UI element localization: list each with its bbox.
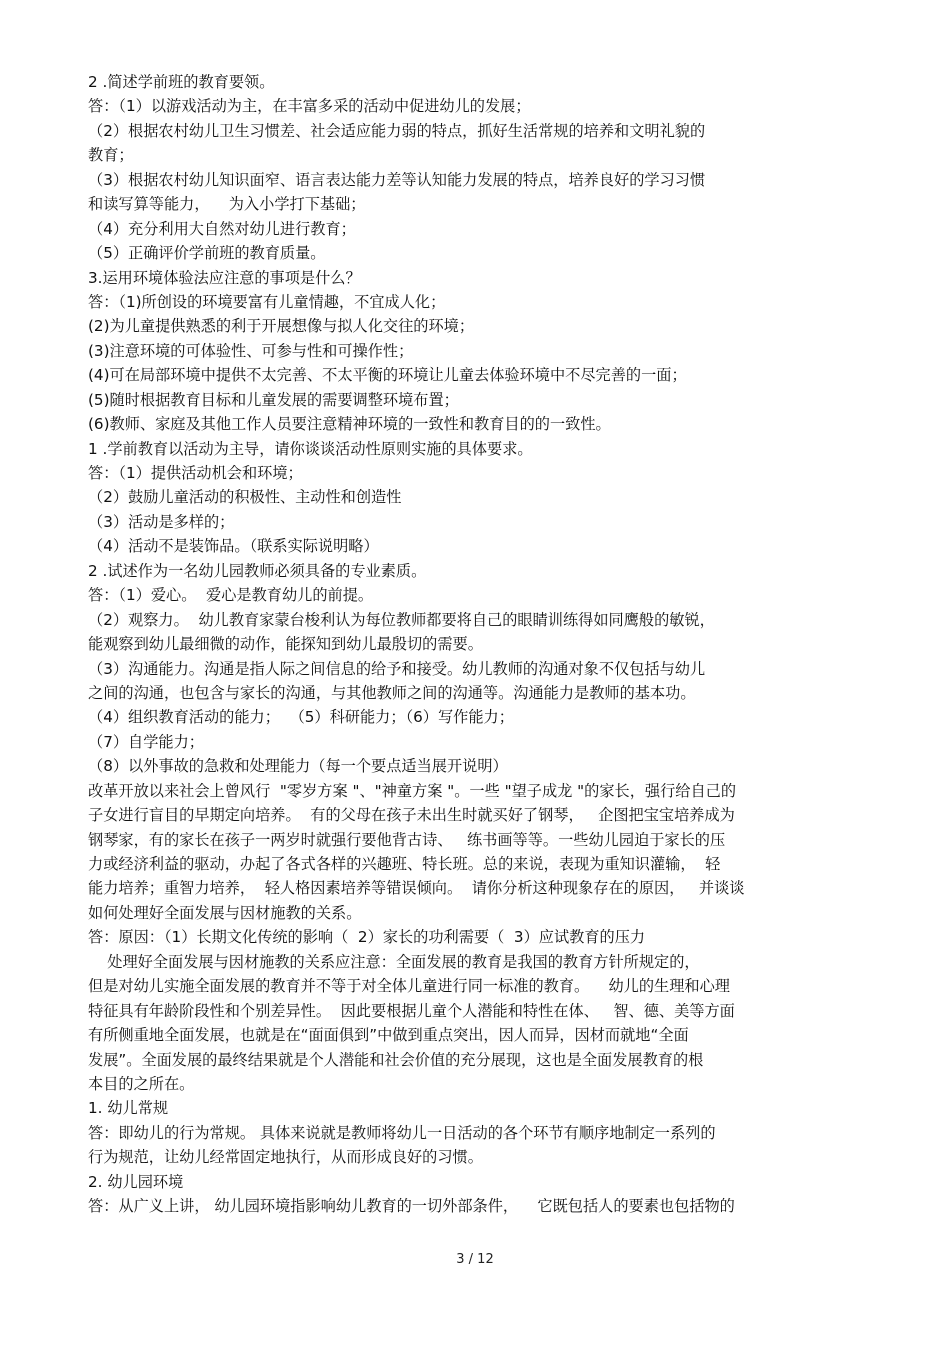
text-line: 2 .试述作为一名幼儿园教师必须具备的专业素质。 <box>88 561 427 580</box>
text-line: （7）自学能力； <box>88 732 204 751</box>
text-line: （2）根据农村幼儿卫生习惯差、社会适应能力弱的特点，抓好生活常规的培养和文明礼貌的 <box>88 121 706 140</box>
text-line: 教育； <box>88 146 134 165</box>
text-line: (5)随时根据教育目标和儿童发展的需要调整环境布置； <box>88 390 459 409</box>
text-line: 有所侧重地全面发展，也就是在“面面俱到”中做到重点突出，因人而异，因材而就地“全面 <box>88 1026 689 1045</box>
document-body <box>88 70 878 1219</box>
text-line: 答：（1)所创设的环境要富有儿童情趣，不宜成人化； <box>88 292 446 311</box>
text-line: 答：（1）提供活动机会和环境； <box>88 464 303 482</box>
text-line: 答：（1）以游戏活动为主，在丰富多采的活动中促进幼儿的发展； <box>88 97 531 116</box>
text-line: （8）以外事故的急救和处理能力（每一个要点适当展开说明） <box>88 757 508 776</box>
text-line: (4)可在局部环境中提供不太完善、不太平衡的环境让儿童去体验环境中不尽完善的一面； <box>88 366 687 385</box>
text-line: 子女进行盲目的早期定向培养。 有的父母在孩子未出生时就买好了钢琴， 企图把宝宝培养成为 <box>88 806 735 825</box>
text-line: 改革开放以来社会上曾风行 "零岁方案 "、"神童方案 "。一些 "望子成龙 "的家长，强行给自己的 <box>88 781 737 800</box>
text-line: 1. 幼儿常规 <box>88 1099 169 1118</box>
text-line: 钢琴家，有的家长在孩子一两岁时就强行要他背古诗、 练书画等等。一些幼儿园迫于家长的压 <box>88 830 726 849</box>
text-line: 和读写算等能力， 为入小学打下基础； <box>88 195 366 214</box>
text-line: 但是对幼儿实施全面发展的教育并不等于对全体儿童进行同一标准的教育。 幼儿的生理和心理 <box>88 977 730 996</box>
text-line: （2）观察力。 幼儿教育家蒙台梭利认为每位教师都要将自己的眼睛训练得如同鹰般的敏锐， <box>88 610 715 629</box>
text-line: （4）活动不是装饰品。（联系实际说明略） <box>88 537 379 556</box>
text-line: 处理好全面发展与因材施教的关系应注意：全面发展的教育是我国的教育方针所规定的， <box>88 952 700 971</box>
text-line: （3）根据农村幼儿知识面窄、语言表达能力差等认知能力发展的特点，培养良好的学习习惯 <box>88 170 706 189</box>
text-line: 3.运用环境体验法应注意的事项是什么？ <box>88 268 361 287</box>
text-line: 如何处理好全面发展与因材施教的关系。 <box>88 903 362 922</box>
text-line: 2. 幼儿园环境 <box>88 1172 184 1191</box>
text-line: 特征具有年龄阶段性和个别差异性。 因此要根据儿童个人潜能和特性在体、 智、德、美等方面 <box>88 1001 735 1020</box>
text-line: （2）鼓励儿童活动的积极性、主动性和创造性 <box>88 488 402 507</box>
text-line: 发展”。全面发展的最终结果就是个人潜能和社会价值的充分展现，这也是全面发展教育的根 <box>88 1050 704 1069</box>
text-line: 能观察到幼儿最细微的动作，能探知到幼儿最殷切的需要。 <box>88 635 483 654</box>
text-line: （5）正确评价学前班的教育质量。 <box>88 244 326 263</box>
text-line: 力或经济利益的驱动，办起了各式各样的兴趣班、特长班。总的来说，表现为重知识灌输， 轻 <box>88 855 721 873</box>
text-line: 行为规范，让幼儿经常固定地执行，从而形成良好的习惯。 <box>88 1148 483 1167</box>
text-line: （3）沟通能力。沟通是指人际之间信息的给予和接受。幼儿教师的沟通对象不仅包括与幼儿 <box>88 659 706 678</box>
text-line: 答：即幼儿的行为常规。 具体来说就是教师将幼儿一日活动的各个环节有顺序地制定一系列的 <box>88 1123 716 1142</box>
page-number: 3 / 12 <box>456 1252 494 1267</box>
text-line: （4）充分利用大自然对幼儿进行教育； <box>88 219 356 238</box>
text-line: 2 .简述学前班的教育要领。 <box>88 73 275 91</box>
text-line: (2)为儿童提供熟悉的利于开展想像与拟人化交往的环境； <box>88 317 475 336</box>
text-line: 1 .学前教育以活动为主导，请你谈谈活动性原则实施的具体要求。 <box>88 439 533 458</box>
text-line: (6)教师、家庭及其他工作人员要注意精神环境的一致性和教育目的的一致性。 <box>88 415 611 434</box>
text-line: 答：（1）爱心。 爱心是教育幼儿的前提。 <box>88 586 374 605</box>
text-line: 答：从广义上讲， 幼儿园环境指影响幼儿教育的一切外部条件， 它既包括人的要素也包括物的 <box>88 1197 735 1216</box>
text-line: 能力培养；重智力培养， 轻人格因素培养等错误倾向。 请你分析这种现象存在的原因， 并谈谈 <box>88 879 745 898</box>
text-line: （3）活动是多样的； <box>88 512 235 531</box>
text-line: 答：原因：（1）长期文化传统的影响（ 2）家长的功利需要（ 3）应试教育的压力 <box>88 928 646 947</box>
text-line: （4）组织教育活动的能力； （5）科研能力；（6）写作能力； <box>88 708 514 727</box>
text-line: 本目的之所在。 <box>88 1074 195 1093</box>
text-line: (3)注意环境的可体验性、可参与性和可操作性； <box>88 341 414 360</box>
text-line: 之间的沟通，也包含与家长的沟通，与其他教师之间的沟通等。沟通能力是教师的基本功。 <box>88 683 696 702</box>
